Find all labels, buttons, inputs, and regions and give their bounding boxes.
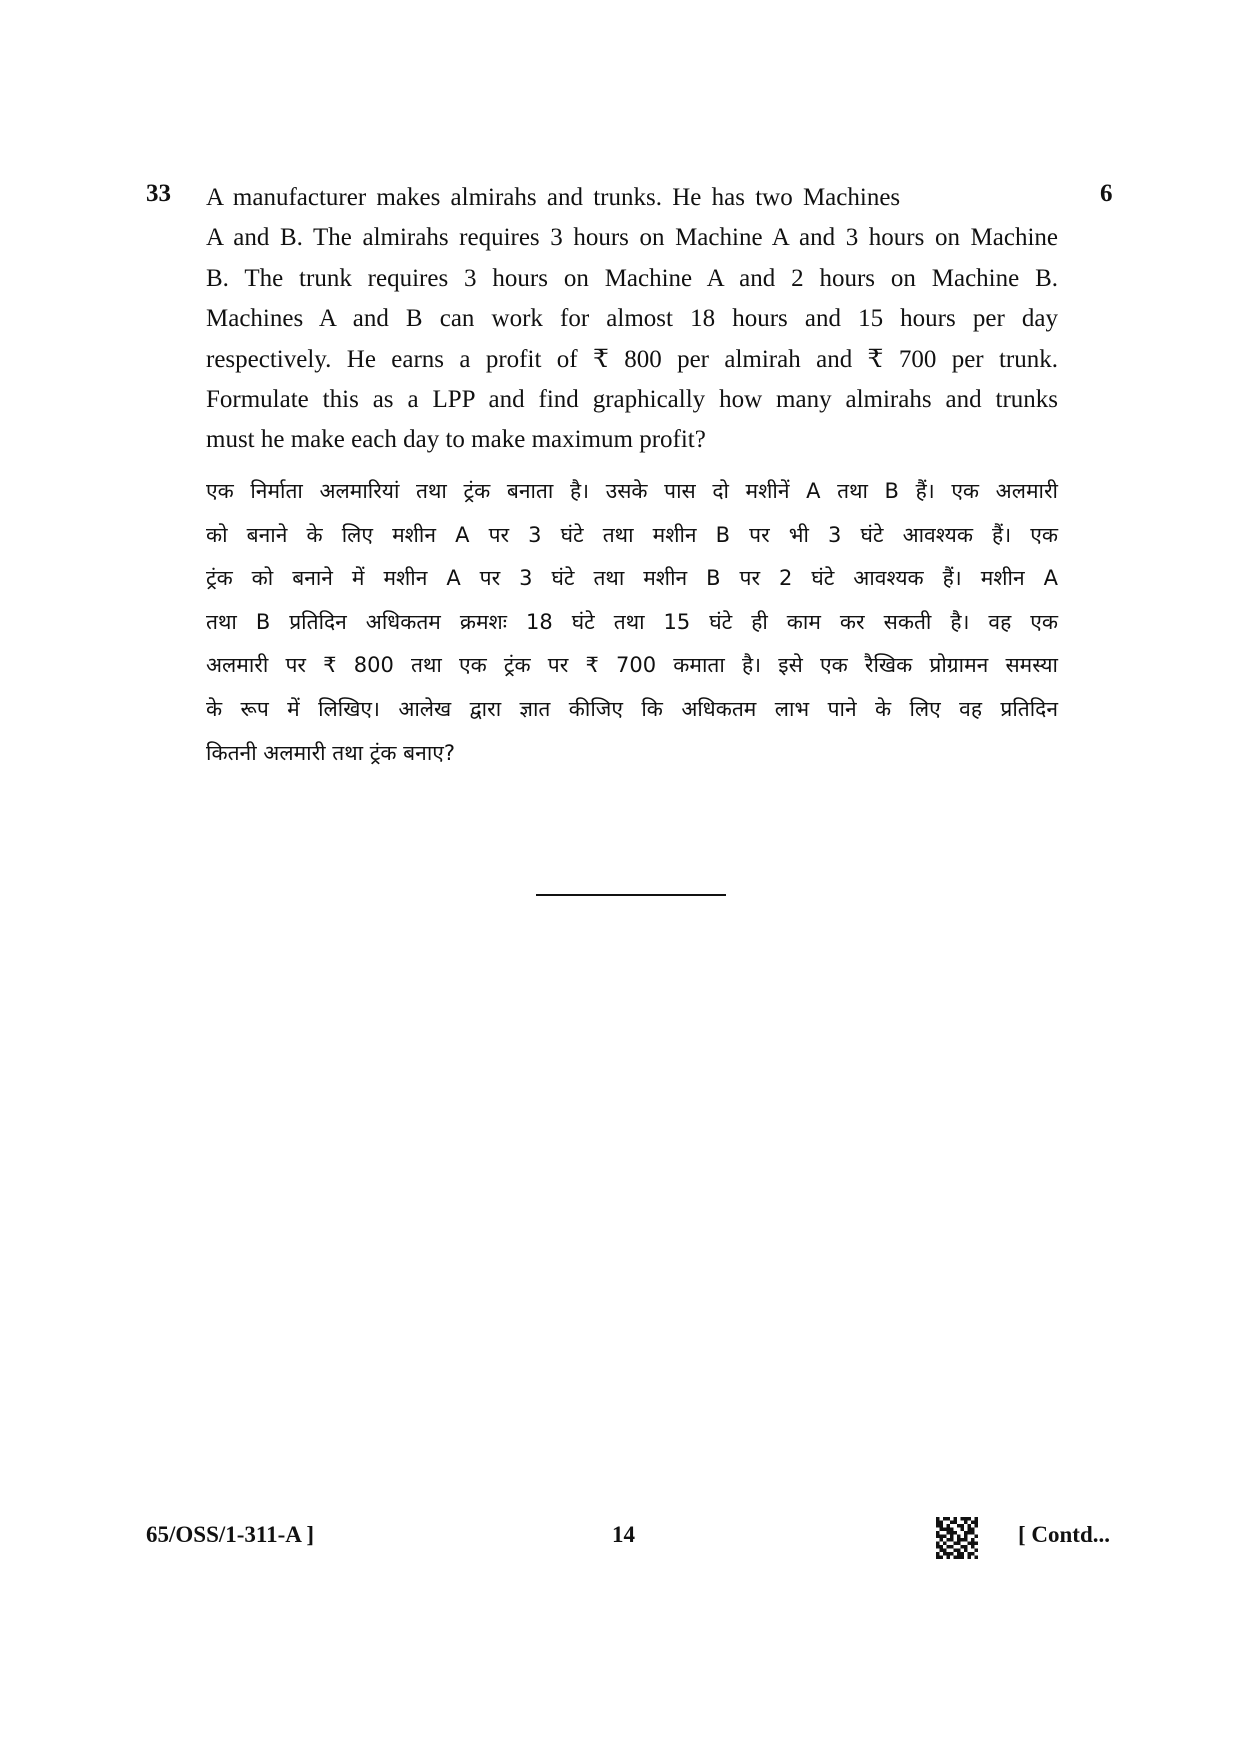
question-number: 33 xyxy=(146,180,171,207)
question-line: B. The trunk requires 3 hours on Machine A and 2 hours on Machine B. xyxy=(206,264,1058,292)
continued-label: [ Contd... xyxy=(1018,1522,1111,1547)
question-line: A manufacturer makes almirahs and trunks. He has two Machines xyxy=(206,184,901,211)
question-line-hindi: तथा B प्रतिदिन अधिकतम क्रमशः 18 घंटे तथा 15 घंटे ही काम कर सकती है। वह एक xyxy=(206,609,1058,634)
question-line: Machines A and B can work for almost 18 hours and 15 hours per day xyxy=(206,305,1058,333)
question-line-hindi: ट्रंक को बनाने में मशीन A पर 3 घंटे तथा मशीन B पर 2 घंटे आवश्यक हैं। मशीन A xyxy=(206,566,1058,591)
question-line: respectively. He earns a profit of ₹ 800 per almirah and ₹ 700 per trunk. xyxy=(206,345,1058,373)
question-line-hindi: कितनी अलमारी तथा ट्रंक बनाए? xyxy=(206,740,456,765)
end-of-paper-rule xyxy=(536,894,726,896)
question-line-hindi: के रूप में लिखिए। आलेख द्वारा ज्ञात कीजिए कि अधिकतम लाभ पाने के लिए वह प्रतिदिन xyxy=(206,696,1058,721)
question-line: must he make each day to make maximum profit? xyxy=(206,426,706,454)
question-line: A and B. The almirahs requires 3 hours on Machine A and 3 hours on Machine xyxy=(206,224,1058,252)
paper-code: 65/OSS/1-311-A ] xyxy=(146,1522,315,1547)
question-line-hindi: एक निर्माता अलमारियां तथा ट्रंक बनाता है। उसके पास दो मशीनें A तथा B हैं। एक अलमारी xyxy=(206,479,1058,503)
page-number: 14 xyxy=(612,1522,635,1547)
question-line-hindi: को बनाने के लिए मशीन A पर 3 घंटे तथा मशीन B पर भी 3 घंटे आवश्यक हैं। एक xyxy=(206,522,1058,547)
question-text-english xyxy=(206,178,1058,461)
question-marks: 6 xyxy=(1100,180,1113,207)
question-line: Formulate this as a LPP and find graphically how many almirahs and trunks xyxy=(206,385,1058,413)
question-text-hindi xyxy=(206,470,1058,775)
question-line-hindi: अलमारी पर ₹ 800 तथा एक ट्रंक पर ₹ 700 कमाता है। इसे एक रैखिक प्रोग्रामन समस्या xyxy=(206,653,1058,678)
qr-code-icon xyxy=(936,1517,978,1559)
